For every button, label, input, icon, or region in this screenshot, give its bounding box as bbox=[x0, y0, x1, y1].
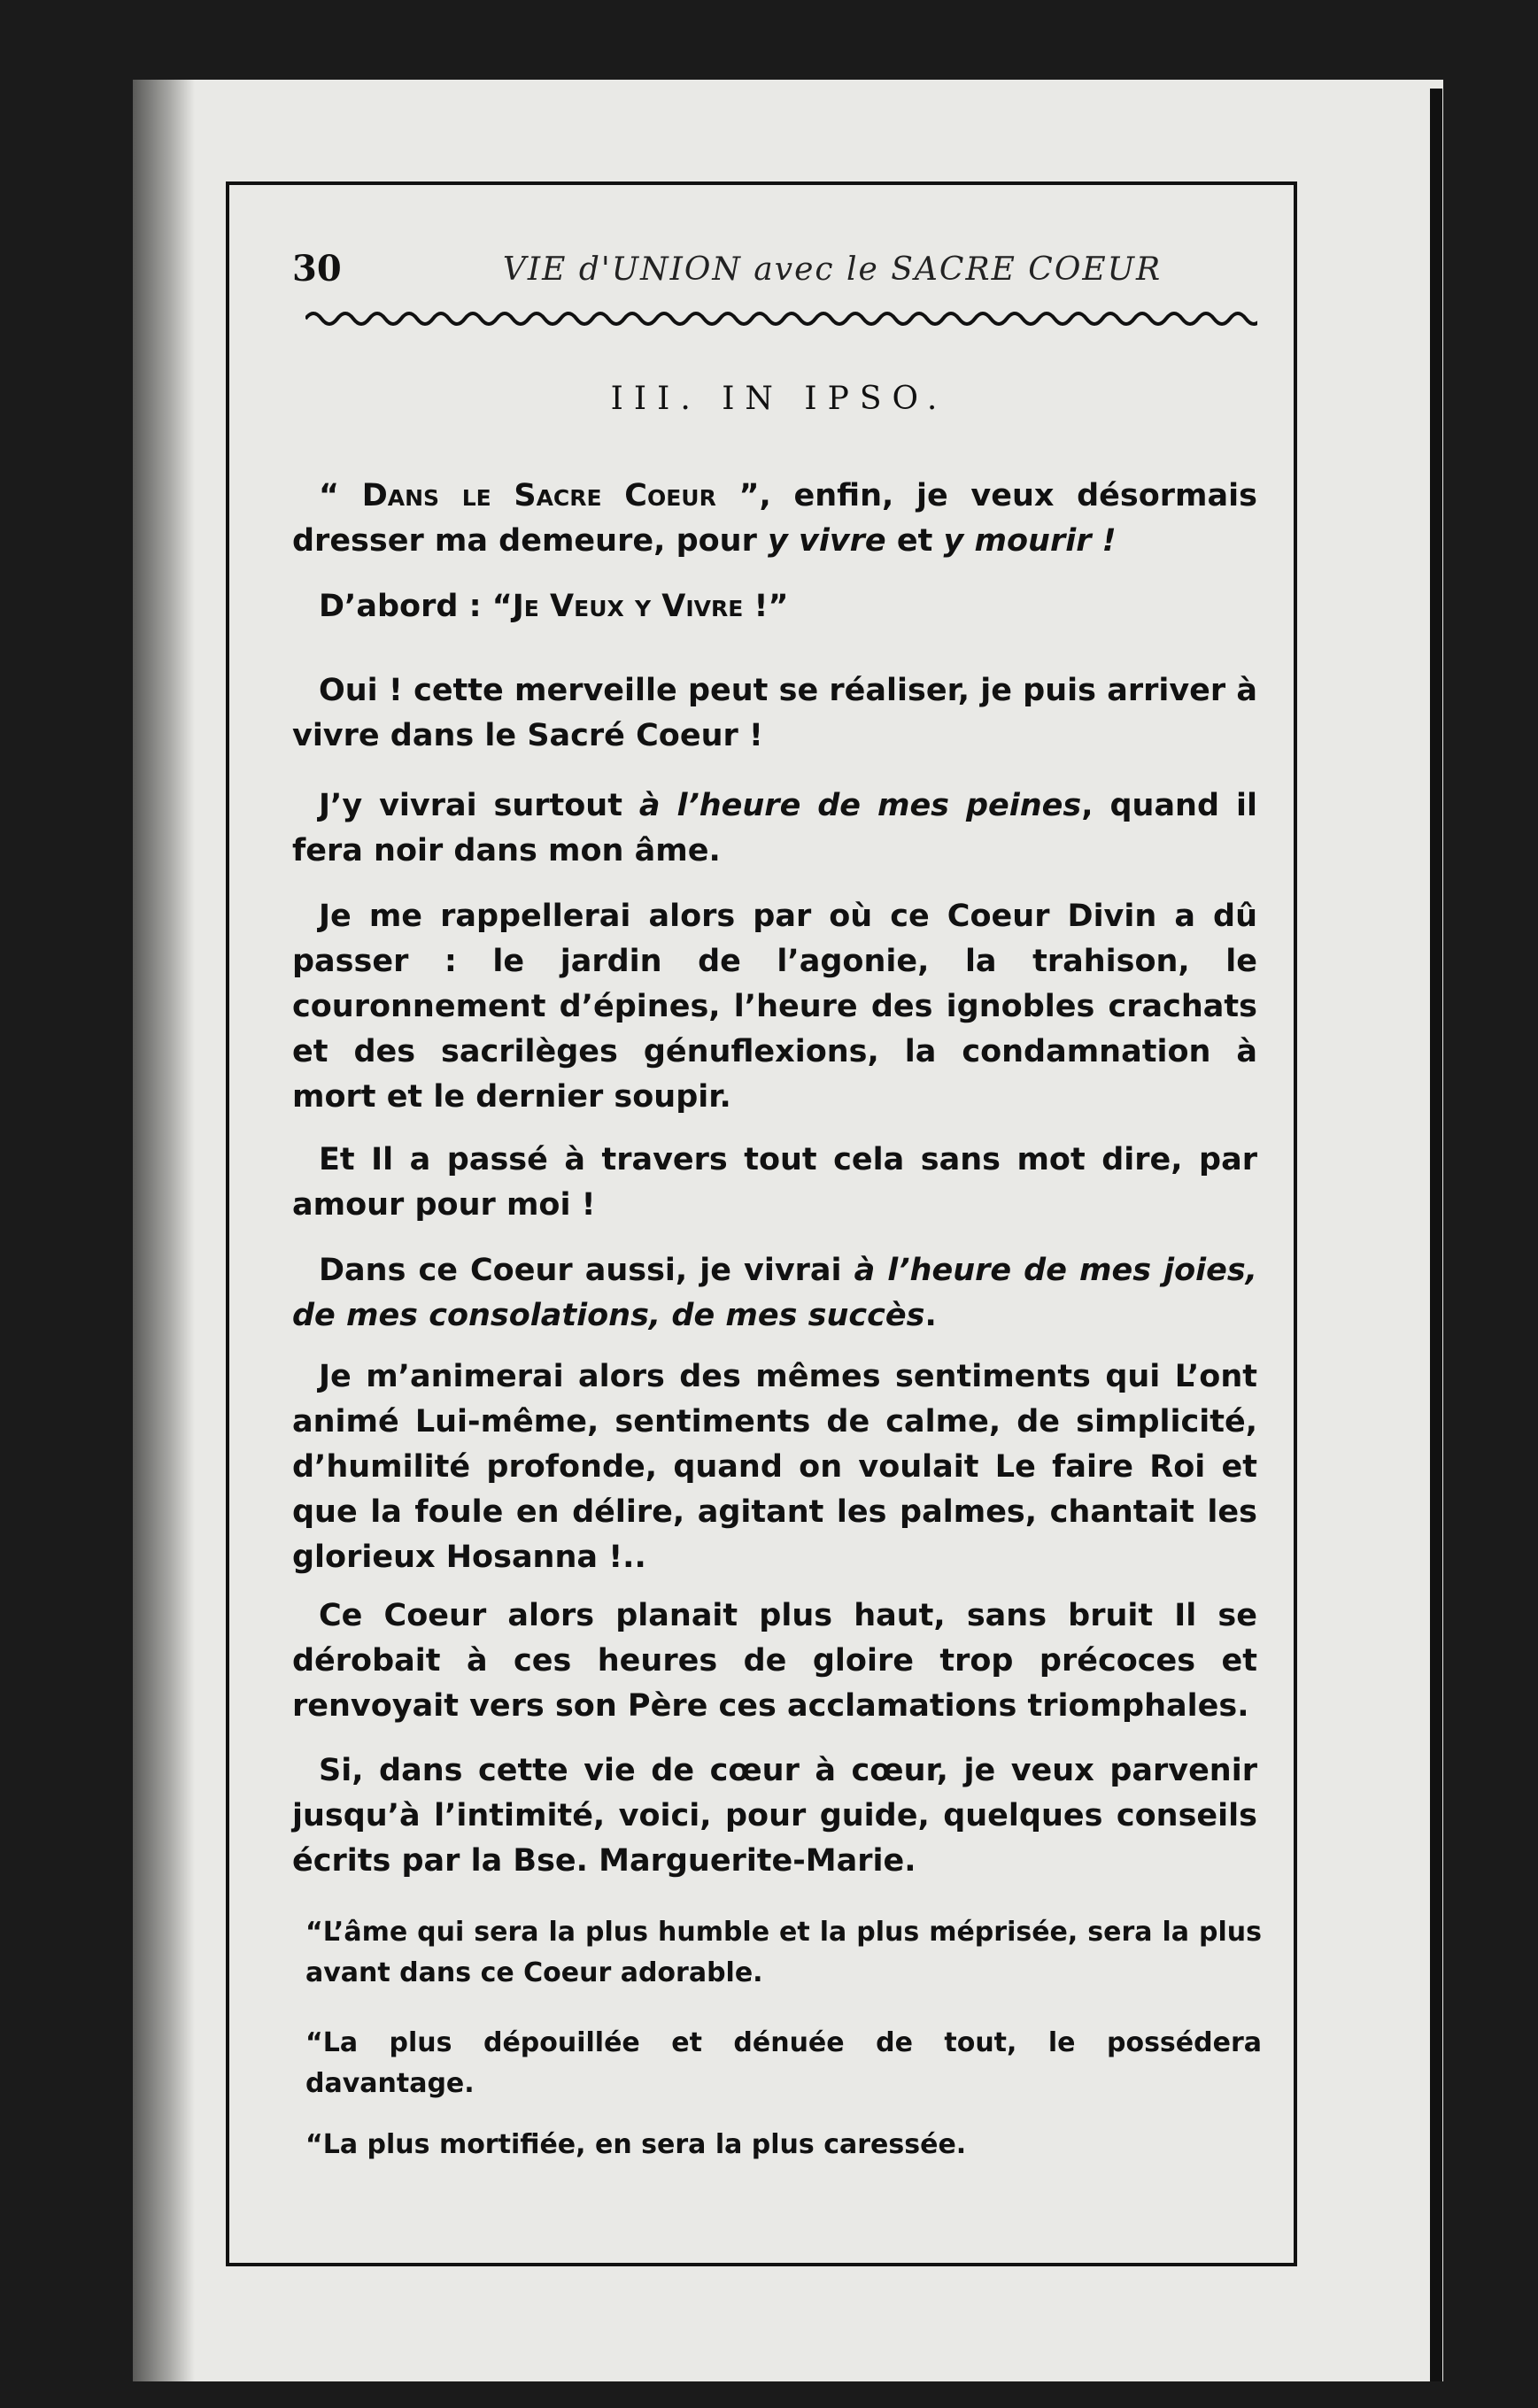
binding-shadow bbox=[133, 80, 195, 2381]
page-number: 30 bbox=[292, 248, 342, 289]
p2-small-caps: Je Veux y Vivre bbox=[512, 589, 744, 624]
page-header bbox=[292, 248, 1266, 301]
paragraph-1 bbox=[292, 474, 1257, 564]
p5-text: Je me rappellerai alors par où ce Coeur Divin a dû passer : le jardin de l’agonie, la trahison, le couronnement d’épines, l’heure des ignobles crachats et des sacrilèges génuflexions, la condamnation à mort et le dernier soupir. bbox=[292, 899, 1257, 1115]
quote-2: “La plus dépouillée et dénuée de tout, le possédera davantage. bbox=[305, 2027, 1262, 2099]
p1-text: ”, enfin, je veux désormais dresser ma demeure, pour bbox=[292, 478, 1257, 559]
p7-italic: à l’heure de mes joies, de mes consolations, de mes succès bbox=[292, 1253, 1257, 1333]
p1-sacred-heart-phrase: Dans le Sacre Coeur bbox=[361, 478, 716, 513]
paragraph-10 bbox=[292, 1748, 1257, 1884]
running-title: VIE d'UNION avec le SACRE COEUR bbox=[502, 251, 1163, 288]
p10-text: Si, dans cette vie de cœur à cœur, je veux parvenir jusqu’à l’intimité, voici, pour guide, quelques conseils écrits par la Bse. Marguerite-Marie. bbox=[292, 1753, 1257, 1879]
paragraph-5 bbox=[292, 894, 1257, 1120]
p1-italic-mourir: y mourir ! bbox=[943, 523, 1117, 559]
paragraph-7 bbox=[292, 1248, 1257, 1339]
p1-italic-vivre: y vivre bbox=[768, 523, 886, 559]
p6-text: Et Il a passé à travers tout cela sans mot dire, par amour pour moi ! bbox=[292, 1142, 1257, 1223]
p7-text: Dans ce Coeur aussi, je vivrai bbox=[319, 1253, 854, 1288]
quote-3: “La plus mortifiée, en sera la plus caressée. bbox=[305, 2129, 967, 2160]
p4-end: , quand il fera noir dans mon âme. bbox=[292, 788, 1257, 868]
paragraph-8 bbox=[292, 1354, 1257, 1580]
paragraph-6 bbox=[292, 1138, 1257, 1228]
p3-text: Oui ! cette merveille peut se réaliser, je puis arriver à vivre dans le Sacré Coeur ! bbox=[292, 673, 1257, 753]
paragraph-9 bbox=[292, 1594, 1257, 1729]
p1-open-quote: “ bbox=[319, 478, 362, 513]
p2-text: D’abord : “ bbox=[319, 589, 513, 624]
page-edge-rule bbox=[1430, 89, 1442, 2381]
paragraph-3 bbox=[292, 668, 1257, 759]
p7-end: . bbox=[924, 1298, 937, 1333]
p9-text: Ce Coeur alors planait plus haut, sans bruit Il se dérobait à ces heures de gloire trop précoces et renvoyait vers son Père ces acclamations triomphales. bbox=[292, 1598, 1257, 1724]
section-heading: III. IN IPSO. bbox=[610, 381, 948, 417]
p4-text: J’y vivrai surtout bbox=[319, 788, 639, 823]
quote-1: “L’âme qui sera la plus humble et la plus méprisée, sera la plus avant dans ce Coeur adorable. bbox=[305, 1917, 1262, 1988]
p2-close: !” bbox=[743, 589, 789, 624]
p4-italic: à l’heure de mes peines bbox=[638, 788, 1082, 823]
decorative-wavy-rule bbox=[305, 305, 1257, 332]
p8-text: Je m’animerai alors des mêmes sentiments qui L’ont animé Lui-même, sentiments de calme, de simplicité, d’humilité profonde, quand on voulait Le faire Roi et que la foule en délire, agitant les palmes, chantait les glorieux Hosanna !.. bbox=[292, 1359, 1257, 1575]
p1-and: et bbox=[885, 523, 944, 559]
paragraph-2 bbox=[292, 584, 1257, 629]
paragraph-4 bbox=[292, 783, 1257, 874]
